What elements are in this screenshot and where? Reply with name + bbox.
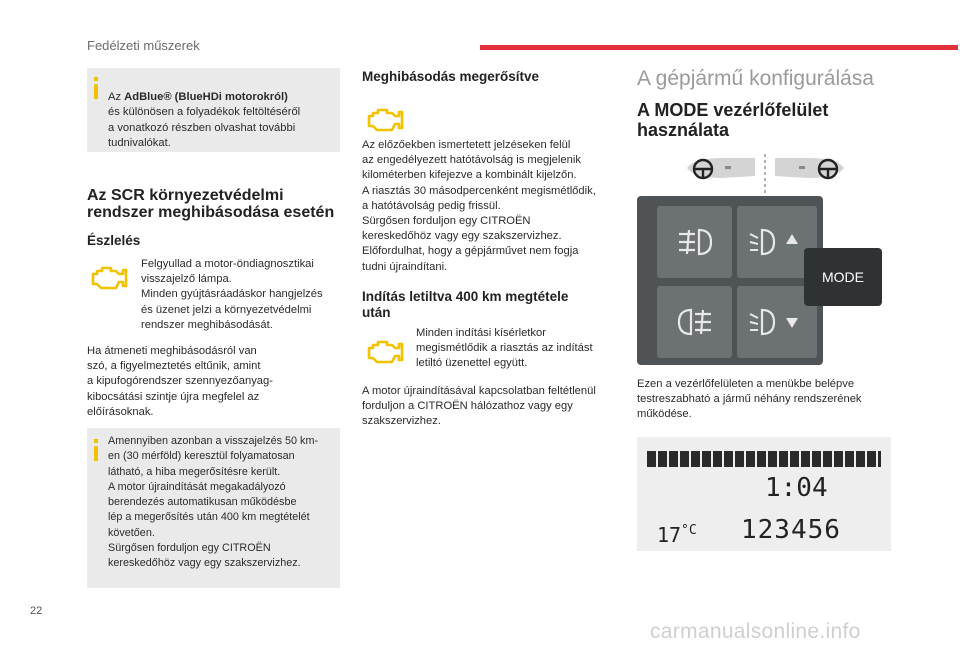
headlight-adjust-icon [748,304,806,340]
network-text: A motor újraindításával kapcsolatban feltétlenül forduljon a CITROËN hálózathoz vagy egy szakszervizhez. [362,385,596,428]
section-heading-start-blocked: Indítás letiltva 400 km megtétele után [362,289,569,320]
page-number: 22 [30,605,43,617]
header-accent-bar [480,45,958,50]
info-box-confirmed [87,428,340,588]
info-box-adblue: Az AdBlue® (BlueHDi motorokról) és különösen a folyadékok feltöltéséről a vonatkozó részben olvashat további tudnivalókat. [87,68,340,152]
subheading-detection: Észlelés [87,233,141,248]
fog-light-icon [673,224,717,260]
engine-warning-icon [89,262,129,294]
info-text: Amennyiben azonban a visszajelzés 50 km- en (30 mérföld) keresztül folyamatosan látható, a hiba megerősítésre került. A motor újraindítását megakadályozó berendezés automatikusan működésbe lép a megerősítés után 400 km megtételét követően. Sürgősen forduljon egy CITROËN kereskedőhöz vagy egy szakszervizhez. [108,435,319,570]
page-section-title: A gépjármű konfigurálása [637,67,874,90]
lcd-display [637,437,891,551]
transient-fault-text: Ha átmeneti meghibásodásról van szó, a figyelmeztetés eltűnik, amint a kipufogórendszer szennyezőanyag- kibocsátási szintje újra megfelel az előírásoknak. [87,345,273,418]
engine-warning-icon [365,104,405,136]
front-fog-light-button[interactable] [657,286,732,358]
confirmed-text: Az előzőekben ismertetett jelzéseken felül az engedélyezett hatótávolság is megjelenik kilométerben kifejezve a kombinált kijelzőn. A riasztás 30 másodpercenként megismétlődik, a hatótávolság pedig frissül. Sürgősen forduljon egy CITROËN kereskedőhöz vagy egy szakszervizhez. Előfordulhat, hogy a gépjárművet nem fogja tudni újraindítani. [362,139,596,273]
engine-warning-icon [365,336,405,368]
headlight-adjust-icon [748,224,806,260]
info-icon [94,439,98,461]
steering-wheel-diagram [683,152,848,198]
info-icon [94,77,98,99]
section-heading-confirmed: Meghibásodás megerősítve [362,69,540,84]
start-blocked-text: Minden indítási kísérletkor megismétlődik a riasztás az indítást letiltó üzenettel együtt. [416,327,593,370]
watermark: carmanualsonline.info [650,620,861,643]
section-heading-mode: A MODE vezérlőfelület használata [637,100,829,140]
lcd-temperature-unit: °C [681,523,697,538]
lcd-temperature: 17 [657,523,682,547]
info-bold: AdBlue® (BlueHDi motorokról) [124,91,288,104]
mode-control-panel [637,196,823,365]
mode-caption: Ezen a vezérlőfelületen a menükbe belépve testreszabható a jármű néhány rendszerének működése. [637,378,862,421]
section-header: Fedélzeti műszerek [87,38,200,53]
lcd-segment-row [647,451,881,467]
section-heading-scr: Az SCR környezetvédelmi rendszer meghibásodása esetén [87,187,335,221]
mode-button[interactable]: MODE [804,248,882,306]
fog-light-icon [673,304,717,340]
lcd-time: 1:04 [765,473,828,503]
info-text: és különösen a folyadékok feltöltéséről a vonatkozó részben olvashat további tudnivalókat. [108,106,301,149]
detection-text: Felgyullad a motor-öndiagnosztikai visszajelző lámpa. Minden gyújtásráadáskor hangjelzés és üzenet jelzi a környezetvédelmi rendszer meghibásodását. [141,258,323,331]
rear-fog-light-button[interactable] [657,206,732,278]
lcd-odometer: 123456 [741,515,841,545]
